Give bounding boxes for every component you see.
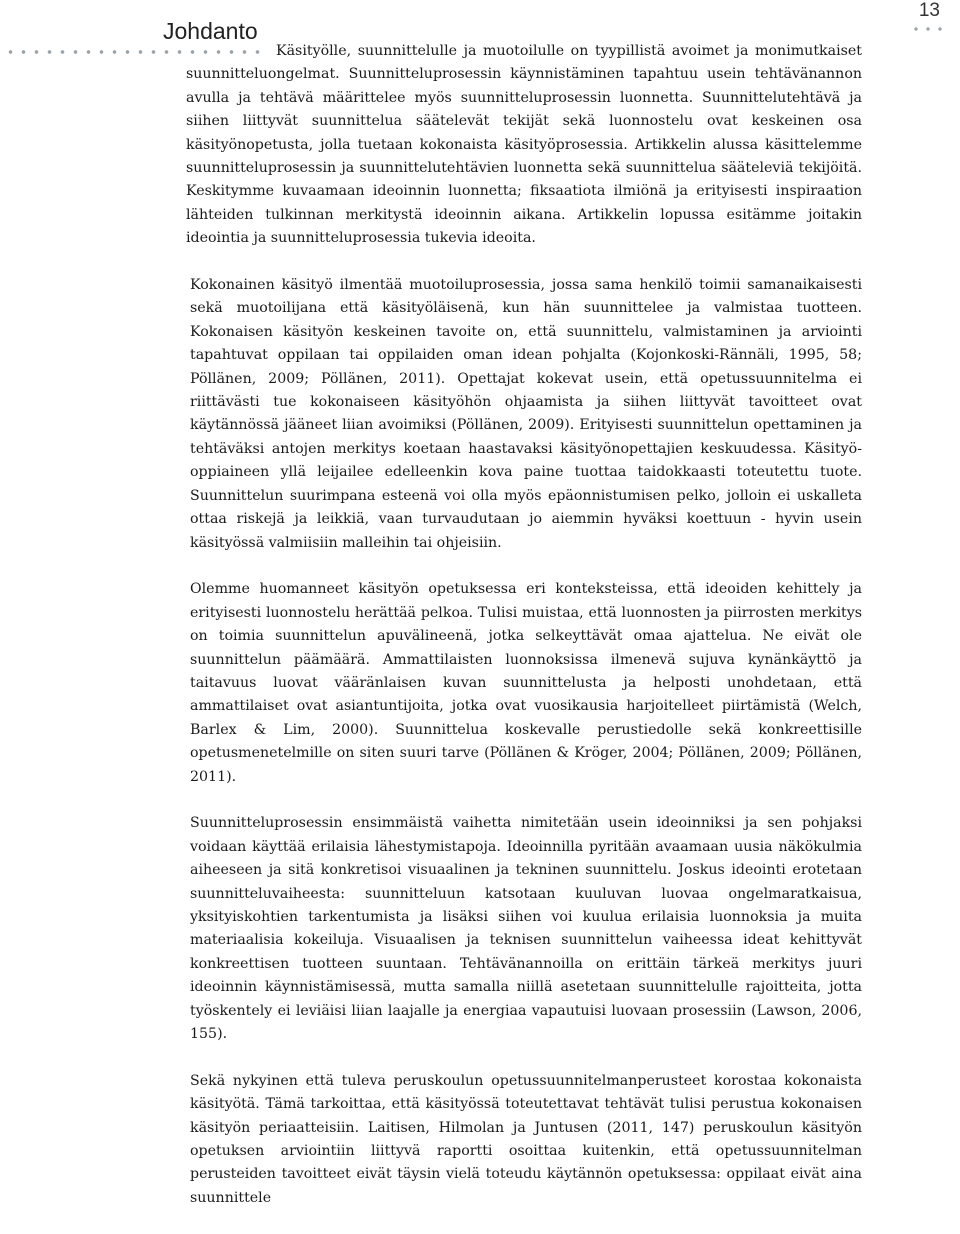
page-number: 13 <box>918 0 940 21</box>
paragraph-4: Suunnitteluprosessin ensimmäistä vaihetta nimitetään usein ideoinniksi ja sen pohjaksi voidaan käyttää erilaisia lähestymistapoja. Ideoinnilla pyritään avaamaan uusia näkökulmia aiheeseen ja sitä konkretisoi visuaalinen ja tekninen suunnittelu. Joskus ideointi erotetaan suunnitteluvaiheesta: suunnitteluun katsotaan kuuluvan luovaa ongelmaratkaisua, yksityiskohtien tarkentumista ja lisäksi siihen voi kuulua erilaisia luonnoksia ja muita materiaalisia kokeiluja. Visuaalisen ja teknisen suunnittelun vaiheessa ideat kehittyvät konkreettisen tuotteen suuntaan. Tehtävänannoilla on erittäin tärkeä merkitys juuri ideoinnin käynnistämisessä, mutta samalla niillä asetetaan suunnittelulle rajoitteita, jotta työskentely ei leviäisi liian laajalle ja energiaa vapautuisi luovaan prosessiin (Lawson, 2006, 155). <box>190 815 862 1043</box>
body-text <box>186 40 862 1234</box>
paragraph-3: Olemme huomanneet käsityön opetuksessa eri konteksteissa, että ideoiden kehittely ja erityisesti luonnostelu herättää pelkoa. Tulisi muistaa, että luonnosten ja piirrosten merkitys on toimia suunnittelun apuvälineenä, jotka selkeyttävät omaa ajattelua. Ne eivät ole suunnittelun päämäärä. Ammattilaisten luonnoksissa ilmenevä sujuva kynänkäyttö ja taitavuus luovat vääränlaisen kuvan suunnittelusta ja helposti unohdetaan, että ammattilaiset ovat asiantuntijoita, jotka ovat vuosikausia harjoitelleet piirtämistä (Welch, Barlex & Lim, 2000). Suunnittelua koskevalle perustiedolle sekä konkreettisille opetusmenetelmille on siten suuri tarve (Pöllänen & Kröger, 2004; Pöllänen, 2009; Pöllänen, 2011). <box>190 581 862 785</box>
paragraph-5: Sekä nykyinen että tuleva peruskoulun opetussuunnitelmanperusteet korostaa kokonaista käsityötä. Tämä tarkoittaa, että käsityössä toteutettavat tehtävät tulisi perustua kokonaisen käsityön periaatteisiin. Laitisen, Hilmolan ja Juntusen (2011, 147) peruskoulun käsityön opetuksen arviointiin liittyvä raportti osoittaa kuitenkin, että opetussuunnitelman perusteiden tavoitteet eivät täysin vielä toteudu käytännön opetuksessa: oppilaat eivät aina suunnittele <box>190 1072 862 1206</box>
paragraph-2: Kokonainen käsityö ilmentää muotoiluprosessia, jossa sama henkilö toimii samanaikaisesti sekä muotoilijana että käsityöläisenä, kun hän suunnittelee ja valmistaa tuotteen. Kokonaisen käsityön keskeinen tavoite on, että suunnittelu, valmistaminen ja arviointi tapahtuvat oppilaan tai oppilaiden oman idean pohjalta (Kojonkoski-Rännäli, 1995, 58; Pöllänen, 2009; Pöllänen, 2011). Opettajat kokevat usein, että opetussuunnitelma ei riittävästi tue kokonaiseen käsityöhön ohjaamista ja siihen liittyvät tavoitteet ovat käytännössä jääneet liian avoimiksi (Pöllänen, 2009). Erityisesti suunnittelun opettaminen ja tehtäväksi antojen merkitys koetaan haastavaksi käsityönopettajien keskuudessa. Käsityö-oppiaineen yllä leijailee edelleenkin kova paine tuottaa taidokkaasti toteutettu tuote. Suunnittelun suurimpana esteenä voi olla myös epäonnistumisen pelko, jolloin ei uskalleta ottaa riskejä ja leikkiä, vaan turvaudutaan jo aiemmin hyväksi koettuun - hyvin usein käsityössä valmiisiin malleihin tai ohjeisiin. <box>190 277 862 551</box>
section-title: Johdanto <box>163 18 258 44</box>
page-number-dots-decoration <box>910 26 946 32</box>
paragraph-1: Käsityölle, suunnittelulle ja muotoilulle on tyypillistä avoimet ja monimutkaiset suunnitteluongelmat. Suunnitteluprosessin käynnistäminen tapahtuu usein tehtävänannon avulla ja tehtävä määrittelee myös suunnitteluprosessin luonnetta. Suunnittelutehtävä ja siihen liittyvät suunnittelua säätelevät tekijät sekä luonnostelu ovat keskeinen osa käsityönopetusta, jolla tuetaan kokonaista käsityöprosessia. Artikkelin alussa käsittelemme suunnitteluprosessin ja suunnittelutehtävien luonnetta sekä suunnittelua sääteleviä tekijöitä. Keskitymme kuvaamaan ideoinnin luonnetta; fiksaatiota ilmiönä ja erityisesti inspiraation lähteiden tulkinnan merkitystä ideoinnin aikana. Artikkelin lopussa esitämme joitakin ideointia ja suunnitteluprosessia tukevia ideoita. <box>186 43 862 247</box>
